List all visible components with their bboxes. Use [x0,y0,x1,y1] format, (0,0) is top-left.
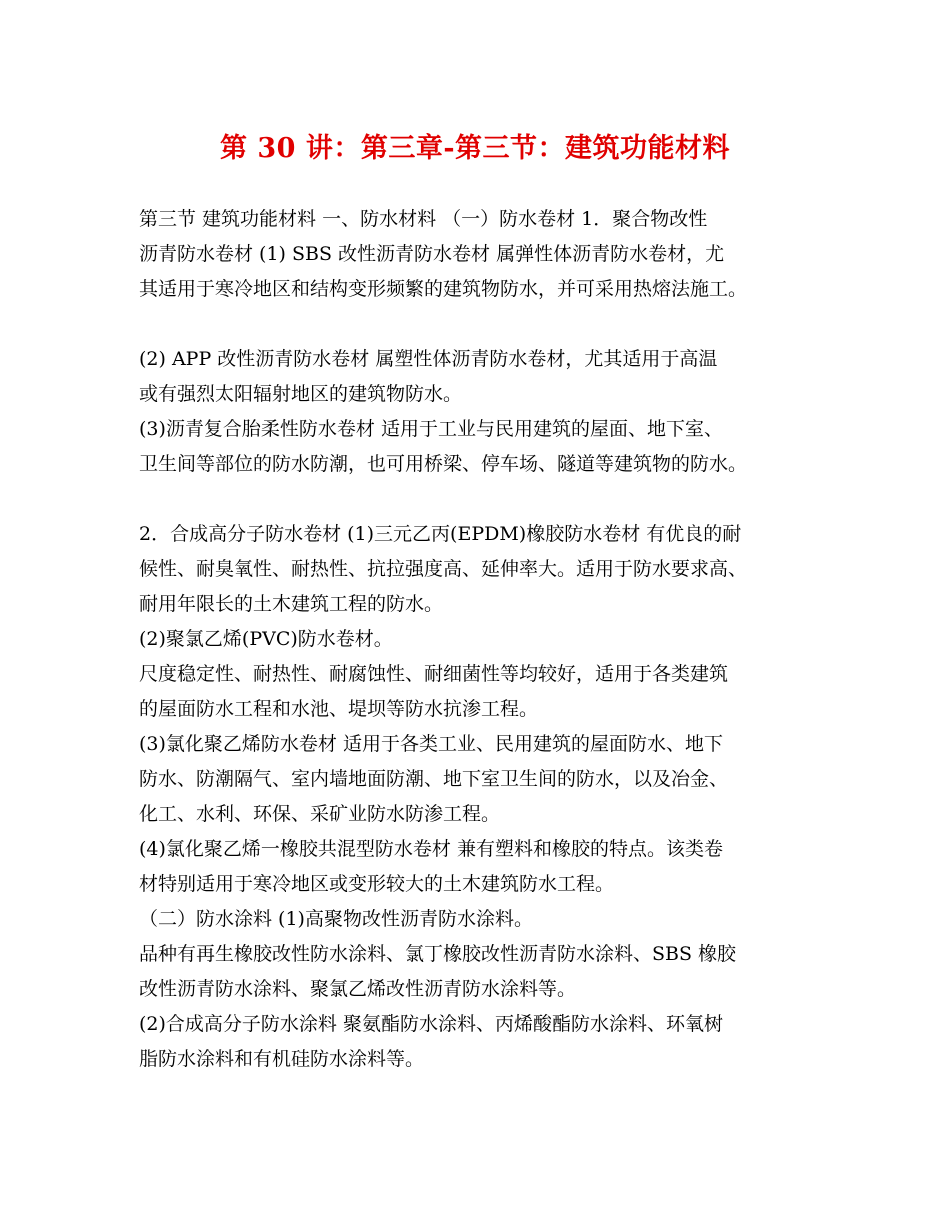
text-line: 尺度稳定性、耐热性、耐腐蚀性、耐细菌性等均较好，适用于各类建筑 [139,663,729,685]
text-line: (3)沥青复合胎柔性防水卷材 适用于工业与民用建筑的屋面、地下室、 [139,418,723,440]
text-line: 第三节 建筑功能材料 一、防水材料 （一）防水卷材 1．聚合物改性 [139,208,708,230]
text-line: 其适用于寒冷地区和结构变形频繁的建筑物防水，并可采用热熔法施工。 [139,278,748,300]
text-line: 材特别适用于寒冷地区或变形较大的土木建筑防水工程。 [139,873,615,895]
text-line: 卫生间等部位的防水防潮，也可用桥梁、停车场、隧道等建筑物的防水。 [139,453,748,475]
text-line: 脂防水涂料和有机硅防水涂料等。 [139,1048,425,1070]
text-line: 品种有再生橡胶改性防水涂料、氯丁橡胶改性沥青防水涂料、SBS 橡胶 [139,943,737,965]
paragraph-gap [139,307,829,342]
text-line: 候性、耐臭氧性、耐热性、抗拉强度高、延伸率大。适用于防水要求高、 [139,558,748,580]
text-line: 化工、水利、环保、采矿业防水防渗工程。 [139,803,501,825]
text-line: 2．合成高分子防水卷材 (1)三元乙丙(EPDM)橡胶防水卷材 有优良的耐 [139,523,742,545]
text-line: 沥青防水卷材 (1) SBS 改性沥青防水卷材 属弹性体沥青防水卷材，尤 [139,243,725,265]
text-line: （二）防水涂料 (1)高聚物改性沥青防水涂料。 [139,908,533,930]
text-line: (2)合成高分子防水涂料 聚氨酯防水涂料、丙烯酸酯防水涂料、环氧树 [139,1013,723,1035]
page-title: 第 30 讲：第三章-第三节：建筑功能材料 [219,133,731,164]
text-line: 的屋面防水工程和水池、堤坝等防水抗渗工程。 [139,698,539,720]
text-line: (4)氯化聚乙烯一橡胶共混型防水卷材 兼有塑料和橡胶的特点。该类卷 [139,838,723,860]
text-line: (3)氯化聚乙烯防水卷材 适用于各类工业、民用建筑的屋面防水、地下 [139,733,723,755]
text-line: 耐用年限长的土木建筑工程的防水。 [139,593,444,615]
text-line: 防水、防潮隔气、室内墙地面防潮、地下室卫生间的防水，以及冶金、 [139,768,729,790]
paragraph-gap [139,482,829,517]
text-line: 改性沥青防水涂料、聚氯乙烯改性沥青防水涂料等。 [139,978,577,1000]
text-line: (2) APP 改性沥青防水卷材 属塑性体沥青防水卷材，尤其适用于高温 [139,348,718,370]
document-body [139,202,829,1077]
text-line: (2)聚氯乙烯(PVC)防水卷材。 [139,628,393,650]
text-line: 或有强烈太阳辐射地区的建筑物防水。 [139,383,463,405]
